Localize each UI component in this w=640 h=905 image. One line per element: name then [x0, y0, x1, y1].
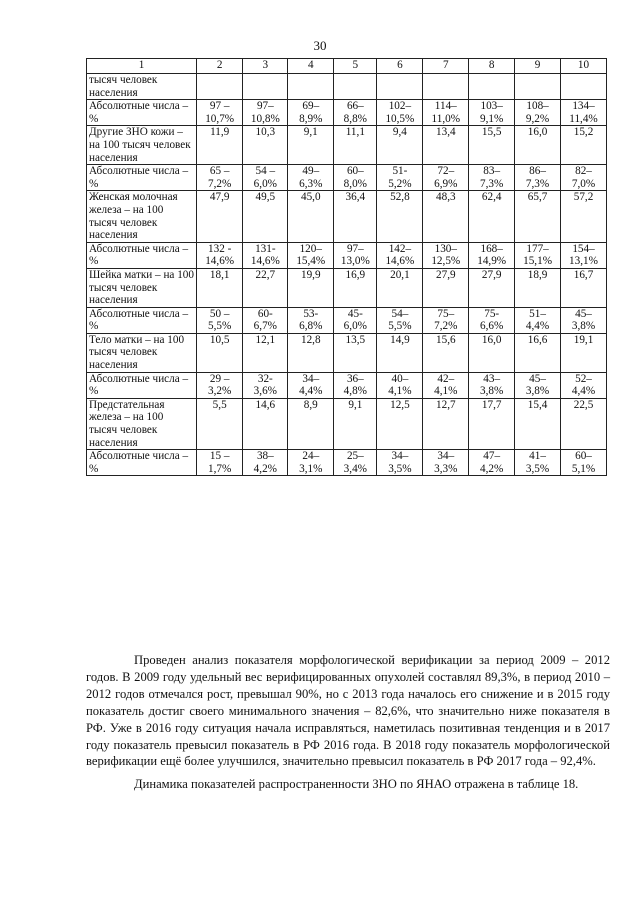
table-cell: 66– 8,8%: [334, 100, 377, 126]
table-cell: 97 – 10,7%: [197, 100, 243, 126]
table-cell: 34– 3,3%: [423, 450, 469, 476]
row-label: Другие ЗНО кожи – на 100 тысяч человек населения: [87, 126, 197, 165]
table-cell: [377, 74, 423, 100]
table-cell: 75– 7,2%: [423, 307, 469, 333]
table-cell: 132 - 14,6%: [197, 242, 243, 268]
table-cell: 52,8: [377, 191, 423, 242]
table-row: [87, 307, 607, 333]
table-cell: 102– 10,5%: [377, 100, 423, 126]
column-header: 6: [377, 59, 423, 74]
row-label: Абсолютные числа – %: [87, 165, 197, 191]
table-row: [87, 268, 607, 307]
table-cell: 17,7: [469, 398, 515, 449]
table-cell: 65 – 7,2%: [197, 165, 243, 191]
row-label: Абсолютные числа – %: [87, 372, 197, 398]
table-cell: 34– 3,5%: [377, 450, 423, 476]
table-cell: 62,4: [469, 191, 515, 242]
table-cell: 13,4: [423, 126, 469, 165]
table-cell: 29 – 3,2%: [197, 372, 243, 398]
table-cell: 5,5: [197, 398, 243, 449]
table-cell: 60- 6,7%: [243, 307, 288, 333]
table-cell: 49,5: [243, 191, 288, 242]
table-cell: 48,3: [423, 191, 469, 242]
column-header: 3: [243, 59, 288, 74]
table-row: [87, 242, 607, 268]
table-cell: 36,4: [334, 191, 377, 242]
table-cell: 60– 8,0%: [334, 165, 377, 191]
paragraph-verification: [86, 652, 610, 770]
table-cell: 18,9: [515, 268, 561, 307]
table-cell: 12,5: [377, 398, 423, 449]
table-cell: 20,1: [377, 268, 423, 307]
table-cell: 108– 9,2%: [515, 100, 561, 126]
row-label: Тело матки – на 100 тысяч человек населения: [87, 333, 197, 372]
table-cell: 15,2: [561, 126, 607, 165]
table-row: [87, 372, 607, 398]
row-label: Предстательная железа – на 100 тысяч человек населения: [87, 398, 197, 449]
table-cell: 42– 4,1%: [423, 372, 469, 398]
row-label: Шейка матки – на 100 тысяч человек населения: [87, 268, 197, 307]
table-row: [87, 333, 607, 372]
table-cell: 14,9: [377, 333, 423, 372]
table-cell: 15,5: [469, 126, 515, 165]
table-cell: 41– 3,5%: [515, 450, 561, 476]
table-cell: 75- 6,6%: [469, 307, 515, 333]
table-cell: 134– 11,4%: [561, 100, 607, 126]
row-label: Абсолютные числа – %: [87, 100, 197, 126]
table-cell: 47,9: [197, 191, 243, 242]
table-cell: 15,4: [515, 398, 561, 449]
table-cell: 114– 11,0%: [423, 100, 469, 126]
table-cell: [243, 74, 288, 100]
row-label: Абсолютные числа – %: [87, 307, 197, 333]
table-cell: 45– 3,8%: [515, 372, 561, 398]
table-cell: 14,6: [243, 398, 288, 449]
table-cell: 16,6: [515, 333, 561, 372]
table-cell: 120– 15,4%: [288, 242, 334, 268]
table-cell: 19,1: [561, 333, 607, 372]
table-cell: 72– 6,9%: [423, 165, 469, 191]
table-cell: 9,1: [288, 126, 334, 165]
table-cell: 10,5: [197, 333, 243, 372]
table-cell: 45- 6,0%: [334, 307, 377, 333]
table-cell: 38– 4,2%: [243, 450, 288, 476]
table-cell: 32- 3,6%: [243, 372, 288, 398]
table-cell: 83– 7,3%: [469, 165, 515, 191]
table-cell: 9,4: [377, 126, 423, 165]
column-header: 5: [334, 59, 377, 74]
table-body: [87, 74, 607, 476]
table-cell: 36– 4,8%: [334, 372, 377, 398]
table-cell: 10,3: [243, 126, 288, 165]
table-row: [87, 450, 607, 476]
column-header: 7: [423, 59, 469, 74]
table-cell: 47– 4,2%: [469, 450, 515, 476]
table-cell: [423, 74, 469, 100]
table-cell: 53- 6,8%: [288, 307, 334, 333]
table-cell: 131- 14,6%: [243, 242, 288, 268]
table-cell: 43– 3,8%: [469, 372, 515, 398]
page-number: 30: [313, 38, 327, 53]
table-cell: 25– 3,4%: [334, 450, 377, 476]
table-cell: 82– 7,0%: [561, 165, 607, 191]
statistics-table: [86, 58, 607, 476]
table-row: [87, 126, 607, 165]
row-label: тысяч человек населения: [87, 74, 197, 100]
table-cell: 13,5: [334, 333, 377, 372]
table-cell: 22,7: [243, 268, 288, 307]
table-cell: 103– 9,1%: [469, 100, 515, 126]
table-cell: 51– 4,4%: [515, 307, 561, 333]
paragraph-text: Динамика показателей распространенности ЗНО по ЯНАО отражена в таблице 18.: [134, 777, 579, 791]
table-cell: 54 – 6,0%: [243, 165, 288, 191]
table-cell: [288, 74, 334, 100]
table-cell: 9,1: [334, 398, 377, 449]
table-cell: 16,9: [334, 268, 377, 307]
table-cell: 97– 13,0%: [334, 242, 377, 268]
table-cell: 15,6: [423, 333, 469, 372]
table-cell: 18,1: [197, 268, 243, 307]
table-cell: 130– 12,5%: [423, 242, 469, 268]
table-cell: 27,9: [469, 268, 515, 307]
table-cell: 97– 10,8%: [243, 100, 288, 126]
table-cell: 16,0: [469, 333, 515, 372]
table-cell: 11,1: [334, 126, 377, 165]
table-cell: 12,1: [243, 333, 288, 372]
table-cell: 12,8: [288, 333, 334, 372]
table-cell: 40– 4,1%: [377, 372, 423, 398]
column-header: 8: [469, 59, 515, 74]
paragraph-table-reference: [86, 776, 610, 793]
table-cell: 168– 14,9%: [469, 242, 515, 268]
column-header: 10: [561, 59, 607, 74]
column-header: 9: [515, 59, 561, 74]
table-cell: 12,7: [423, 398, 469, 449]
table-header: [87, 59, 607, 74]
table-cell: 51- 5,2%: [377, 165, 423, 191]
table-cell: 24– 3,1%: [288, 450, 334, 476]
table-row: [87, 100, 607, 126]
table-cell: [469, 74, 515, 100]
table-cell: [561, 74, 607, 100]
column-header: 4: [288, 59, 334, 74]
column-header: 1: [87, 59, 197, 74]
table-cell: 177– 15,1%: [515, 242, 561, 268]
table-cell: 52– 4,4%: [561, 372, 607, 398]
table-cell: 27,9: [423, 268, 469, 307]
table-cell: 54– 5,5%: [377, 307, 423, 333]
table-cell: 142– 14,6%: [377, 242, 423, 268]
table-cell: 34– 4,4%: [288, 372, 334, 398]
table-row: [87, 165, 607, 191]
table-row: [87, 398, 607, 449]
table-cell: 16,0: [515, 126, 561, 165]
table-cell: 45– 3,8%: [561, 307, 607, 333]
header-row: [87, 59, 607, 74]
row-label: Абсолютные числа – %: [87, 242, 197, 268]
table-cell: 154– 13,1%: [561, 242, 607, 268]
table-row: [87, 191, 607, 242]
table-cell: 45,0: [288, 191, 334, 242]
table-cell: 8,9: [288, 398, 334, 449]
table-cell: 15 – 1,7%: [197, 450, 243, 476]
table-cell: 22,5: [561, 398, 607, 449]
table-cell: [515, 74, 561, 100]
table-cell: 57,2: [561, 191, 607, 242]
table-cell: [334, 74, 377, 100]
table-cell: [197, 74, 243, 100]
column-header: 2: [197, 59, 243, 74]
table-cell: 49– 6,3%: [288, 165, 334, 191]
table-row: [87, 74, 607, 100]
row-label: Абсолютные числа – %: [87, 450, 197, 476]
table-cell: 69– 8,9%: [288, 100, 334, 126]
table-cell: 50 – 5,5%: [197, 307, 243, 333]
table-cell: 16,7: [561, 268, 607, 307]
table-cell: 60– 5,1%: [561, 450, 607, 476]
paragraph-text: Проведен анализ показателя морфологической верификации за период 2009 – 2012 годов. В 2009 году удельный вес верифицированных опухолей составлял 89,3%, в период 2010 – 2012 годов отмечался рост, превышал 90%, но с 2013 года началось его снижение и в 2015 году показатель достиг своего минимального значения – 82,6%, что значительно ниже показателя в РФ. Уже в 2016 году ситуация начала исправляться, наметилась позитивная тенденция и в 2017 году показатель превысил показатель в РФ 2016 года. В 2018 году показатель морфологической верификации ещё более улучшился, значительно превысил показатель в РФ 2017 года – 92,4%.: [86, 653, 610, 769]
table-cell: 19,9: [288, 268, 334, 307]
table-cell: 65,7: [515, 191, 561, 242]
table-cell: 86– 7,3%: [515, 165, 561, 191]
table-cell: 11,9: [197, 126, 243, 165]
row-label: Женская молочная железа – на 100 тысяч человек населения: [87, 191, 197, 242]
